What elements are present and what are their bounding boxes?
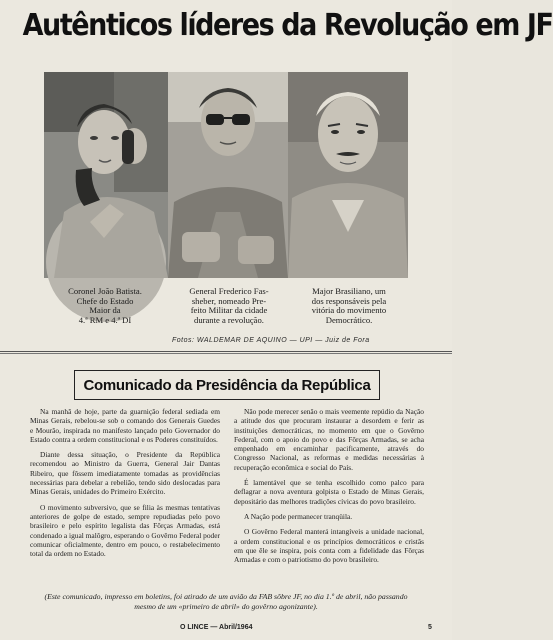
paragraph: Diante dessa situação, o Presidente da República recomendou ao Ministro da Guerra, General Jair Dantas Ribeiro, que fôssem imediatamente tomadas as providências necessárias para debelar a rebelião, tendo sido deslocadas para Minas Gerais, unidades do Primeiro Exército.: [30, 450, 220, 497]
paragraph: A Nação pode permanecer tranqüila.: [244, 511, 353, 521]
caption-coronel-joao-batista: Coronel João Batista. Chefe do Estado Maior da 4.ª RM e 4.ª DI: [68, 286, 142, 325]
caption-general-frederico-fassheber: General Frederico Fas- sheber, nomeado Pre- feito Militar da cidade durante a revolução.: [189, 286, 269, 325]
caption-major-brasiliano: Major Brasiliano, um dos responsáveis pela vitória do movimento Democrático.: [311, 286, 387, 325]
section-title-box: [74, 370, 380, 400]
section-divider-secondary: [0, 353, 452, 354]
paragraph: É lamentável que se tenha escolhido como palco para deflagrar a nova aventura golpista o Estado de Minas Gerais, depositário das melhores tradições cívicas do povo brasileiro.: [234, 478, 424, 506]
paragraph: O movimento subversivo, que se filia às mesmas tentativas anteriores de golpe de estado, sempre repudiadas pelo povo brasileiro e pelo espírito legalista das Fôrças Armadas, está condenado a igual malôgro, esperando o Govêrno Federal poder comunicar oficialmente, dentro em pouco, o restabelecimento total da ordem no Estado.: [30, 502, 220, 559]
section-title: Comunicado da Presidência da República: [83, 376, 371, 394]
photo-major-brasiliano: [288, 72, 408, 278]
photo-general-frederico-fassheber: [168, 72, 288, 278]
paragraph: Na manhã de hoje, parte da guarnição federal sediada em Minas Gerais, rebelou-se sob o comando dos Generais Guedes e Mourão, inspirada no manifesto lançado pelo Governador do Estado contra a ordem constitucional e os Poderes constituídos.: [30, 407, 220, 444]
closing-note: (Este comunicado, impresso em boletins, foi atirado de um avião da FAB sôbre JF, no dia 1.º de abril, não passando mesmo de um «primeiro de abril» do govêrno agonizante).: [44, 592, 408, 611]
photo-coronel-joao-batista: [44, 72, 168, 278]
left-column: [30, 407, 220, 564]
right-column: [234, 407, 424, 570]
photo-credit: Fotos: WALDEMAR DE AQUINO — UPI — Juiz de Fora: [172, 337, 370, 344]
page-headline: Autênticos líderes da Revolução em JF: [22, 8, 553, 43]
paragraph: O Govêrno Federal manterá intangíveis a unidade nacional, a ordem constitucional e os princípios democráticos e cristãs em que êle se inspira, pois conta com a fidelidade das Fôrças Armadas e com o patriotismo do povo brasileiro.: [234, 527, 424, 565]
section-divider: [0, 351, 452, 352]
publication-footer: O LINCE — Abril/1964: [180, 624, 253, 631]
paragraph: Não pode merecer senão o mais veemente repúdio da Nação a atitude dos que procuram instaurar a desordem e ferir as instituições democráticas, no momento em que o Govêrno Federal, com o apoio do povo e das Fôrças Armadas, se acha empenhado em encaminhar pacificamente, através do Congresso Nacional, as reformas e medidas necessárias à recuperação econômica e social do País.: [234, 407, 424, 472]
page-number: 5: [428, 624, 432, 631]
